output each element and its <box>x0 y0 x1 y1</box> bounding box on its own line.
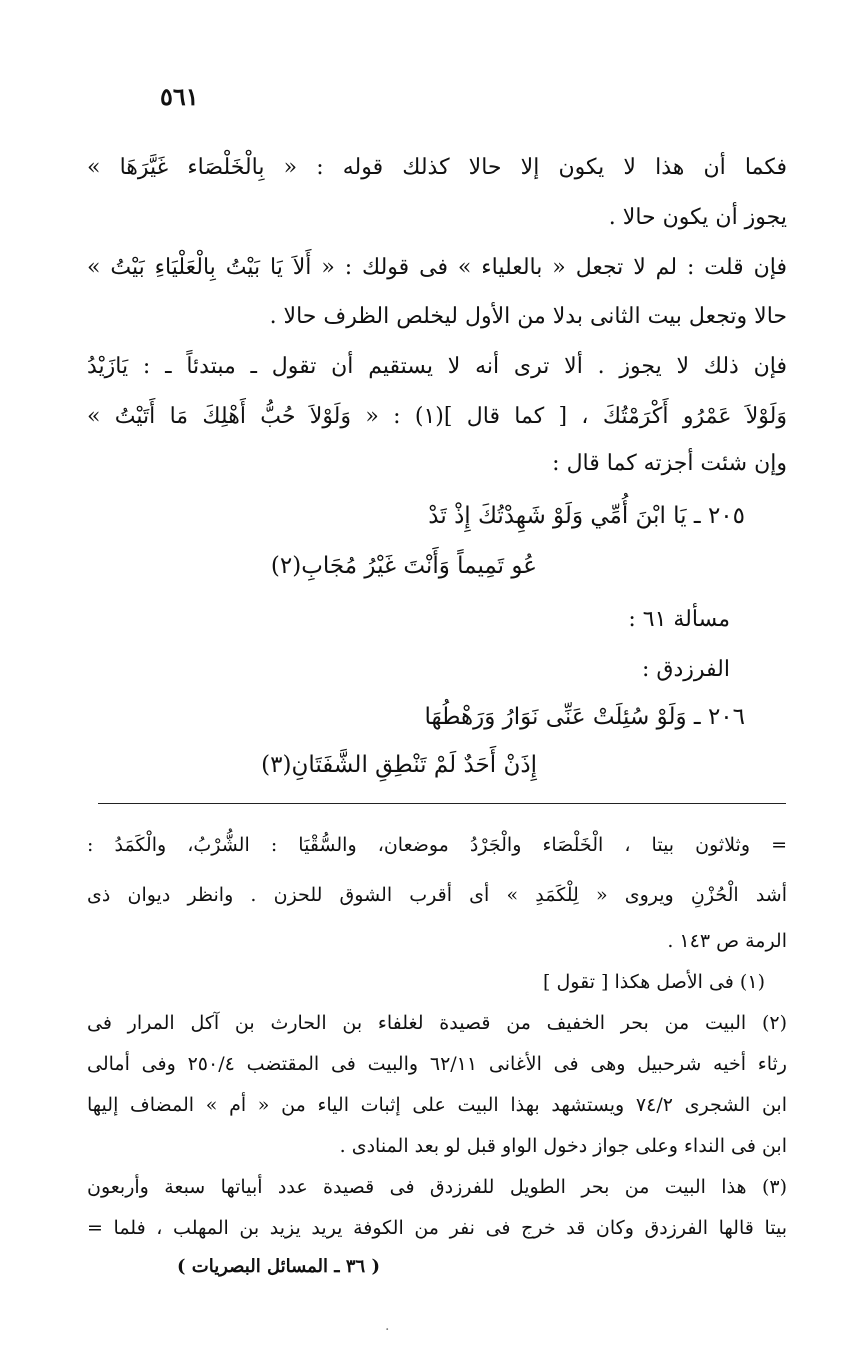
footnote-2-line-4: ابن فى النداء وعلى جواز دخول الواو قبل لو بعد المنادى . <box>339 1135 787 1157</box>
footnote-cont-line-3: الرمة ص ١٤٣ . <box>667 930 787 952</box>
paragraph-3-line-1: فإن ذلك لا يجوز . ألا ترى أنه لا يستقيم أن تقول ـ مبتدئاً ـ : يَازَيْدُ <box>87 354 787 379</box>
paragraph-3-line-3: وإن شئت أجزته كما قال : <box>552 451 787 476</box>
footnote-2-line-3: ابن الشجرى ٧٤/٢ ويستشهد بهذا البيت على إثبات الياء من « أم » المضاف إليها <box>87 1094 787 1116</box>
footnote-2-line-2: رثاء أخيه شرحبيل وهى فى الأغانى ٦٢/١١ والبيت فى المقتضب ٢٥٠/٤ وفى أمالى <box>87 1053 787 1075</box>
footnote-1: (١) فى الأصل هكذا [ تقول ] <box>543 971 765 993</box>
footnote-cont-line-1: = وثلاثون بيتا ، الْخَلْصَاء والْجَرْدُ موضعان، والسُّقْيَا : الشُّرْبُ، والْكَمَدُ : <box>87 834 787 856</box>
paragraph-2-line-1: فإن قلت : لم لا تجعل « بالعلياء » فى قولك : « أَلاَ يَا بَيْتُ بِالْعَلْيَاءِ بَيْتُ » <box>87 255 787 280</box>
footnote-2-line-1: (٢) البيت من بحر الخفيف من قصيدة لغلفاء بن الحارث بن آكل المرار فى <box>87 1012 787 1034</box>
paragraph-2-line-2: حالا وتجعل بيت الثانى بدلا من الأول ليخلص الظرف حالا . <box>269 304 787 329</box>
verse-205-line-1: ٢٠٥ ـ يَا ابْنَ أُمِّي وَلَوْ شَهِدْتُكَ إِذْ تَدْ <box>428 503 745 529</box>
footnote-3-line-2: بيتا قالها الفرزدق وكان قد خرج فى نفر من الكوفة يريد يزيد بن المهلب ، فلما = <box>87 1217 787 1239</box>
verse-206-line-2: إِذَنْ أَحَدٌ لَمْ تَنْطِقِ الشَّفَتَانِ(٣) <box>261 752 537 778</box>
paragraph-1-line-1: فكما أن هذا لا يكون إلا حالا كذلك قوله : « بِالْخَلْصَاء غَيَّرَهَا » <box>87 155 787 180</box>
paragraph-1-line-2: يجوز أن يكون حالا . <box>608 205 787 230</box>
verse-206-line-1: ٢٠٦ ـ وَلَوْ سُئِلَتْ عَنِّى نَوَارُ وَرَهْطُهَا <box>424 704 745 730</box>
verse-205-line-2: عُو تَمِيماً وَأَنْتَ غَيْرُ مُجَابِ(٢) <box>270 553 537 579</box>
footnote-3-line-1: (٣) هذا البيت من بحر الطويل للفرزدق فى قصيدة عدد أبياتها سبعة وأربعون <box>87 1176 787 1198</box>
poet-name: الفرزدق : <box>642 657 730 682</box>
page-speck: · <box>385 1322 390 1338</box>
masala-heading: مسألة ٦١ : <box>628 607 730 632</box>
paragraph-3-line-2: وَلَوْلاَ عَمْرُو أَكْرَمْتُكَ ، [ كما قال ](١) : « وَلَوْلاَ حُبُّ أَهْلِكَ مَا أَتَيْتُ » <box>87 404 787 429</box>
page-number: ٥٦١ <box>160 82 199 111</box>
footnote-cont-line-2: أشد الْحُزْنِ ويروى « لِلْكَمَدِ » أى أقرب الشوق للحزن . وانظر ديوان ذى <box>87 884 787 906</box>
footnote-divider <box>98 803 786 804</box>
book-signature: ( ٣٦ ـ المسائل البصريات ) <box>177 1256 380 1277</box>
